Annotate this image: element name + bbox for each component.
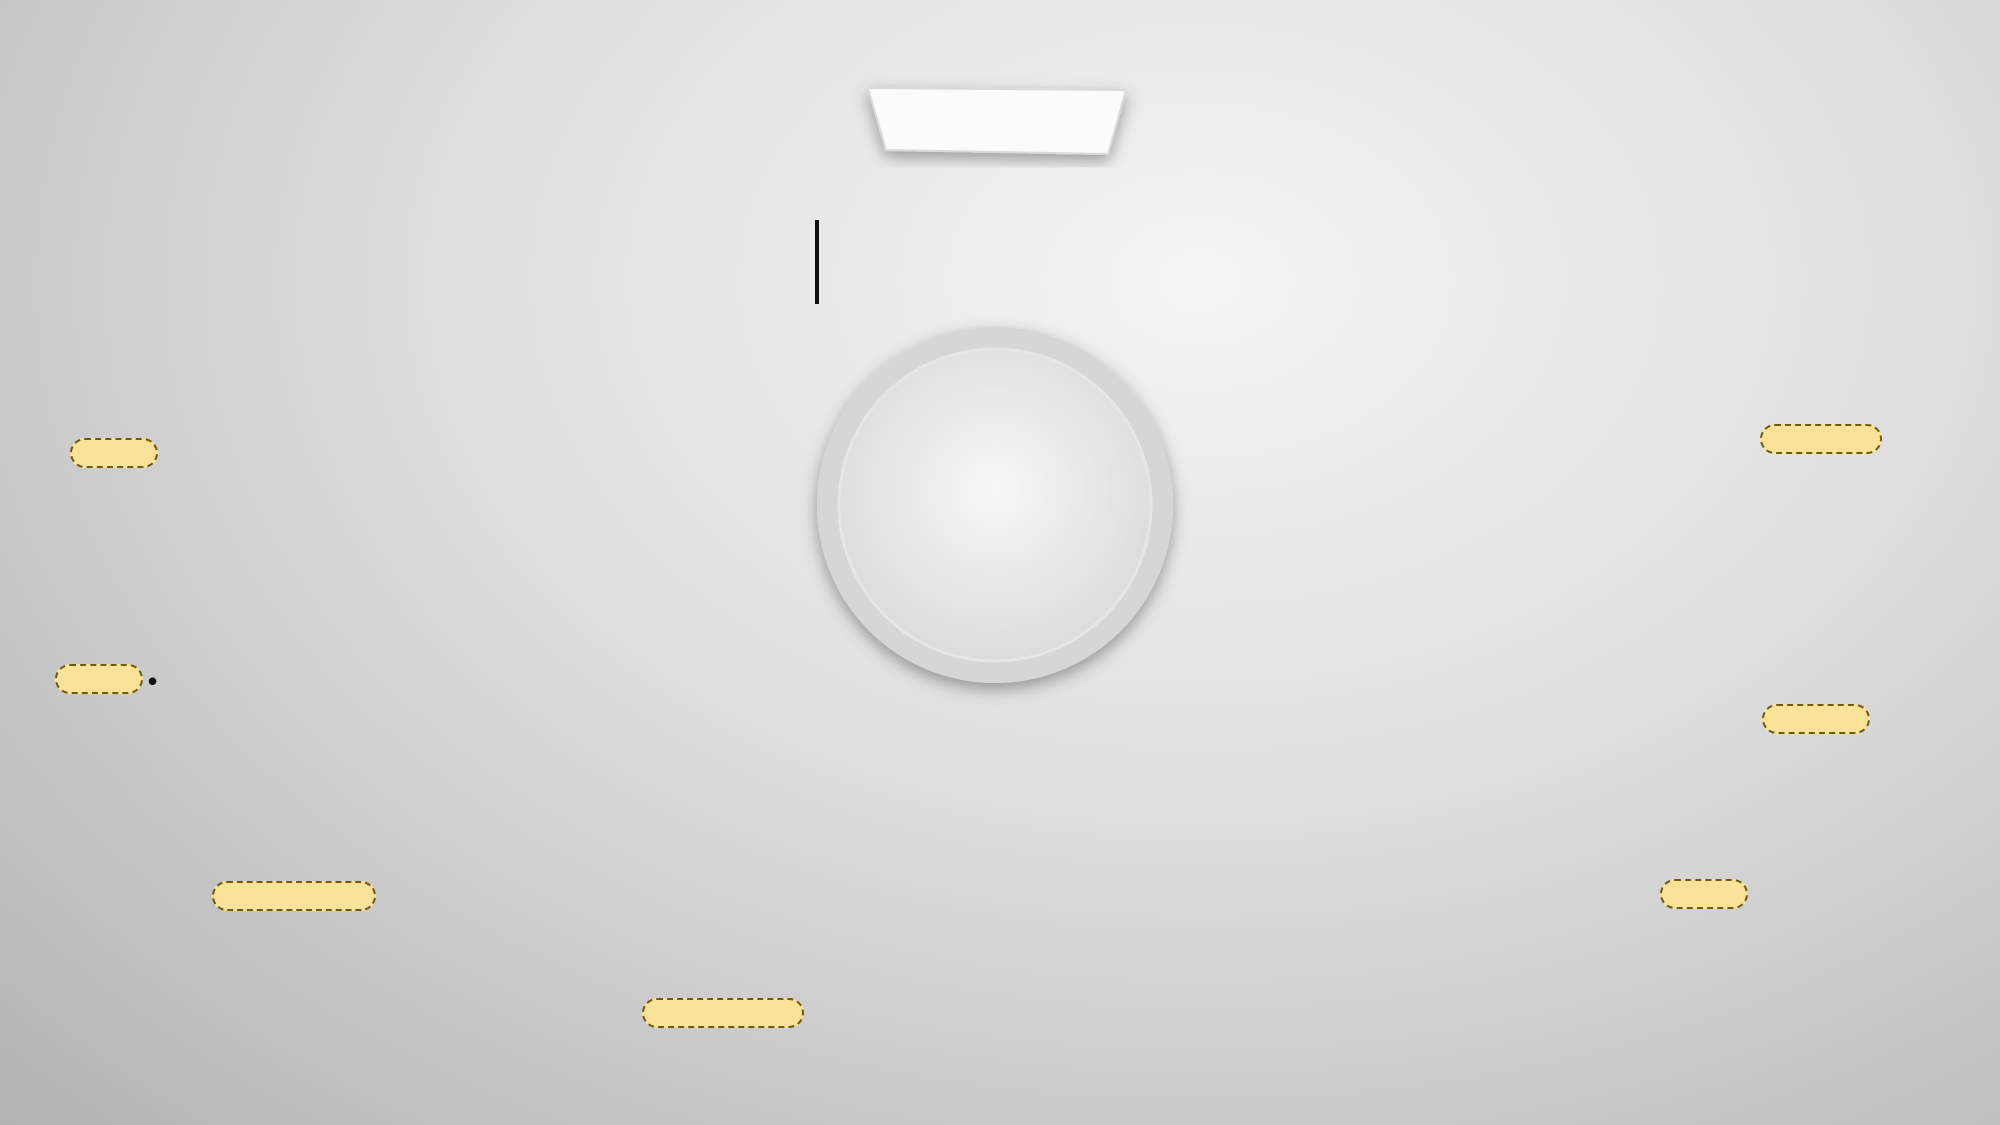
source-badge-pemuda — [642, 998, 804, 1028]
source-badge-stunting — [212, 881, 376, 911]
target-icon — [702, 873, 750, 921]
source-badge-pangan — [1762, 704, 1870, 734]
target-icon — [1250, 872, 1298, 920]
misi-banner — [868, 88, 1126, 154]
center-hub — [839, 349, 1151, 661]
source-badge-hls — [55, 664, 143, 694]
source-badge-keluarga — [1760, 424, 1882, 454]
target-icon — [502, 428, 550, 476]
target-icon — [538, 668, 586, 716]
target-icon — [1430, 430, 1478, 478]
tujuan-divider — [815, 220, 819, 304]
target-icon — [966, 942, 1014, 990]
target-icon — [1390, 693, 1438, 741]
source-badge-miskin — [1660, 879, 1748, 909]
source-badge-uhh — [70, 438, 158, 468]
